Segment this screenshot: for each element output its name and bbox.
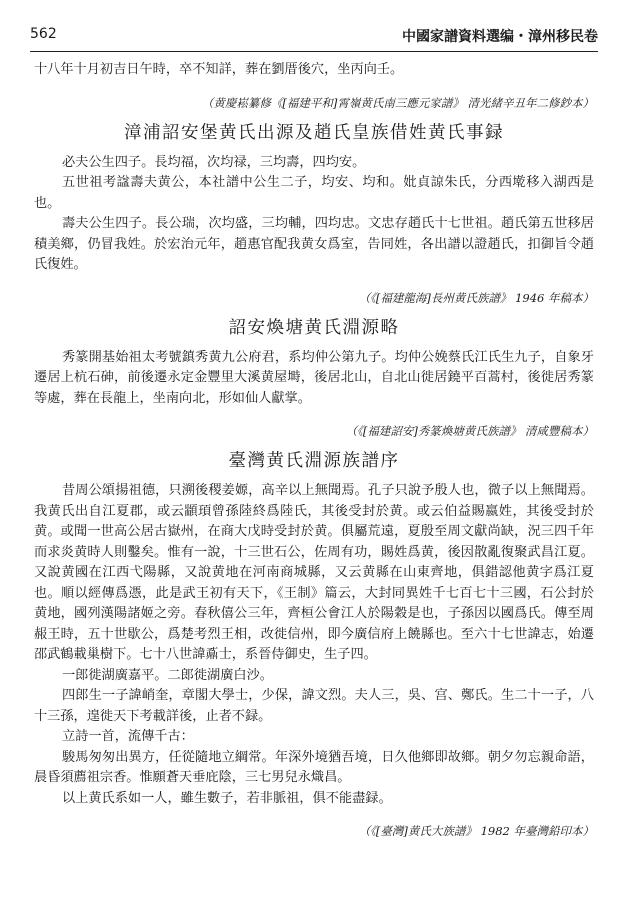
section3-paragraph: 昔周公頌揚祖德，只溯後稷姜嫄，高辛以上無聞焉。孔子只說予殷人也，微子以上無聞焉。我黄氏出自江夏郡，或云顓頊曾孫陸終爲陸氏，其後受封於黄。或云伯益賜嬴姓，其後受封於黄。或聞一世高公居古嶽州，在商大戊時受封於黄。俱屬荒遠，夏殷至周文獻尚缺，況三四千年而求炎黄時人則鑿矣。惟有一說，十三世石公，佐周有功，賜姓爲黄，後因散亂復聚武昌江夏。又說黄國在江西弋陽縣，又說黄地在河南商城縣，又云黄縣在山東齊地，俱錯認他黄字爲江夏也。順以經傳爲憑，此是武王初有天下，《王制》篇云，大封同異姓千七百七十三國，石公封於黄地，國列漢陽諸姬之旁。春秋僖公三年，齊桓公會江人於陽穀是也，子孫因以國爲氏。傳至周赧王時，五十世歇公，爲楚考烈王相，改徙信州，即今廣信府上饒縣也。至六十七世諱志，始遷邵武鶴載巢樹下。七十八世諱鼒士，系晉侍御史，生子四。 — [34, 483, 594, 662]
section3-paragraph: 以上黄氏系如一人，雖生數子，若非脈祖，俱不能盡録。 — [62, 790, 392, 806]
section2-paragraph: 秀篆開基始祖太考號鎮秀黄九公府君，系均仲公第九子。均仲公娩蔡氏江氏生九子，自象牙遷居上杭石砷，前後遷永定金豐里大溪黄屋塒，後居北山，自北山徙居鐃平百蒿村，後徙居秀篆等處，葬在長龍上，坐南向北，形如仙人獻掌。 — [34, 349, 594, 406]
page-header — [30, 26, 598, 48]
section3-paragraph: 一郎徙湖廣嘉平。二郎徙湖廣白沙。 — [62, 667, 273, 683]
poem-paragraph: 駿馬匆匆出異方，任從隨地立綱常。年深外境猶吾境，日久他鄉即故鄉。朝夕勿忘親命語，晨昏須薦祖宗香。惟願蒼天垂庇陰，三七男兒永熾昌。 — [34, 749, 594, 785]
source-citation-1: （黄慶崧纂修《[福建平和]霄嶺黄氏南三應元家譜》 清光緒辛丑年二修鈔本） — [201, 95, 594, 110]
section1-paragraph: 五世祖考諡壽夫黄公，本社譜中公生二子，均安、均和。妣貞諒朱氏，分西墘移入湖西是也。 — [34, 175, 594, 211]
intro-line: 十八年十月初吉日午時，卒不知詳，葬在劉厝後穴，坐丙向壬。 — [34, 62, 404, 77]
page-number: 562 — [30, 26, 57, 42]
page-content — [34, 60, 594, 849]
section3-paragraph: 立詩一首，流傳千古： — [62, 729, 194, 744]
section1-paragraph: 必夫公生四子。長均福，次均禄，三均壽，四均安。 — [62, 154, 366, 170]
source-citation-4: （《[臺灣]黄氏大族譜》 1982 年臺灣鉛印本） — [358, 824, 594, 838]
section3-paragraph: 四郎生一子諱峭奎，章閣大學士，少保，諱文烈。夫人三，吳、宫、鄭氏。生二十一子，八十三孫，遑徙天下考載詳後，止者不録。 — [34, 688, 594, 724]
running-title: 中國家譜資料選编・漳州移民卷 — [402, 29, 598, 45]
section-title-2: 詔安煥塘黄氏淵源略 — [228, 317, 400, 338]
source-citation-2: （《[福建龍海]長州黄氏族譜》 1946 年稿本） — [358, 290, 594, 305]
source-citation-3: （《[福建詔安]秀篆煥塘黄氏族譜》 清咸豐稿本） — [345, 424, 594, 438]
section1-paragraph: 壽夫公生四子。長公瑞，次均盛，三均輔，四均忠。文忠存趙氏十七世祖。趙氏第五世移居積美鄉，仍冒我姓。於宏治元年，趙惠官配我黄女爲室，告同姓，各出譜以證趙氏，扣御旨令趙氏復姓。 — [34, 216, 594, 272]
section-title-3: 臺灣黄氏淵源族譜序 — [228, 451, 400, 471]
header-rule — [30, 51, 598, 52]
section-title-1: 漳浦詔安堡黄氏出源及趙氏皇族借姓黄氏事録 — [124, 122, 504, 143]
